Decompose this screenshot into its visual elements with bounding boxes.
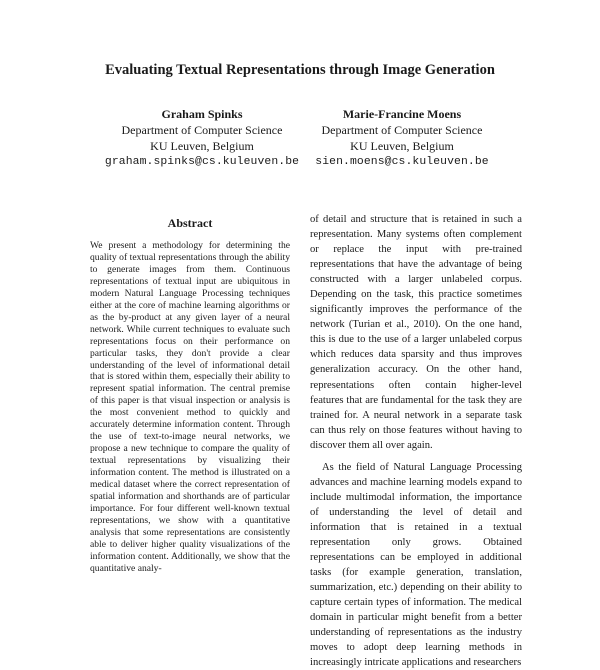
author-name: Graham Spinks [161, 107, 243, 121]
abstract-text: We present a methodology for determining the quality of textual representations through the ability to generate images from them. Continuous representations of textual input are ubiquitous in modern Natural Language Processing techniques either at the core of machine learning algorithms or as the by-product at any given layer of a neural network. While current techniques to evaluate such representations focus on their performance on particular tasks, they don't provide a clear understanding of the level of informational detail that is stored within them, especially their ability to represent spatial information. The central premise of this paper is that visual inspection or analysis is the most convenient method to quickly and accurately determine information content. Through the use of text-to-image neural networks, we propose a new technique to compare the quality of textual representations by visualizing their information content. The method is illustrated on a medical dataset where the correct representation of spatial information and shorthands are of particular importance. For four different well-known textual representations, we show with a quantitative analysis that some representations are consistently able to deliver higher quality visualizations of the information content. Additionally, we show that the quantitative analy- [90, 240, 290, 574]
author-affiliation: Department of Computer Science [321, 123, 483, 137]
author-location: KU Leuven, Belgium [150, 139, 254, 153]
author-name: Marie-Francine Moens [342, 107, 462, 121]
author-block-2 [287, 106, 517, 170]
author-email: sien.moens@cs.kuleuven.be [315, 156, 489, 168]
author-email: graham.spinks@cs.kuleuven.be [104, 156, 300, 168]
abstract-heading: Abstract [167, 216, 213, 230]
author-location: KU Leuven, Belgium [350, 139, 454, 153]
body-paragraph: of detail and structure that is retained in such a representation. Many systems often complement or replace the input with pre-trained representations that have the advantage of being constructed with a larger unlabeled corpus. Depending on the task, this practice sometimes significantly improves the performance of the network (Turian et al., 2010). On the one hand, this is due to the use of a larger unlabeled corpus which reduces data sparsity and thus improves generalization accuracy. On the other hand, representations often contain higher-level features that are fundamental for the task they are trained for. A neural network in a separate task can thus rely on those features without having to discover them all over again. [310, 214, 522, 451]
body-column [310, 212, 522, 670]
abstract-column [90, 240, 290, 575]
paper-title: Evaluating Textual Representations through Image Generation [105, 62, 495, 78]
body-paragraph: As the field of Natural Language Processing advances and machine learning models expand to include multimodal information, the importance of understanding the level of detail and information that is retained in a textual representation only grows. Obtained representations can be employed in additional tasks (for example generation, translation, summarization, etc.) depending on their ability to capture certain types of information. The medical domain in particular might benefit from a better understanding of representations as the industry moves to adopt deep learning methods in increasingly intricate applications and researchers [310, 461, 522, 669]
author-affiliation: Department of Computer Science [121, 123, 283, 137]
